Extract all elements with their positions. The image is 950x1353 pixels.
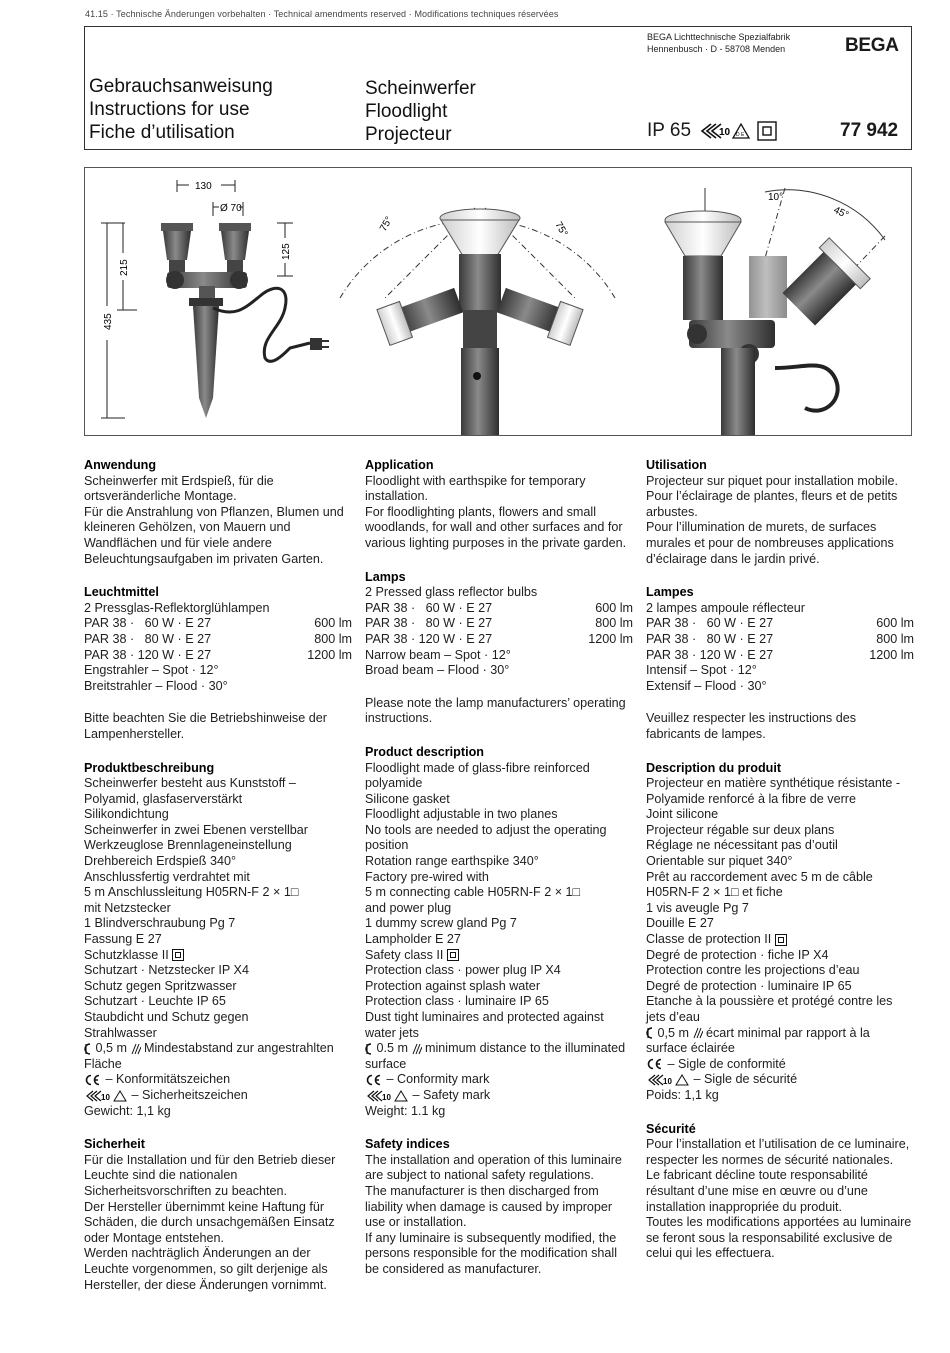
lamp-lumen: 800 lm	[876, 631, 914, 646]
lamp-row	[365, 632, 633, 648]
application-text: Projecteur sur piquet pour installation mobile. Pour l’éclairage de plantes, fleurs et de petits arbustes. Pour l’illumination de murets, de surfaces murales et pour de nombreuses applications d’éclairage dans le jardin privé.	[646, 473, 899, 566]
doc-title-en: Instructions for use	[89, 99, 250, 120]
lamp-type: PAR 38 · 120 W · E 27	[84, 647, 212, 662]
lamps-intro: 2 Pressglas-Reflektorglühlampen	[84, 600, 270, 615]
floodlight-front-view	[161, 223, 329, 418]
surface-hatch-icon	[693, 1027, 703, 1039]
class-ii-icon	[447, 949, 459, 961]
beam-spot: Engstrahler – Spot · 12°	[84, 663, 219, 678]
distance-value: 0,5 m	[657, 1025, 689, 1040]
product-title: Description du produit	[646, 760, 782, 775]
dim-125-label: 125	[281, 243, 292, 260]
beam-flood: Breitstrahler – Flood · 30°	[84, 678, 228, 693]
ce-line	[646, 1057, 914, 1073]
brand-logo: BEGA	[845, 35, 899, 56]
company-line-1: BEGA Lichttechnische Spezialfabrik	[647, 32, 791, 42]
lamp-lumen: 600 lm	[314, 616, 352, 631]
safety-section	[84, 1137, 352, 1293]
company-line-2: Hennenbusch · D - 58708 Menden	[647, 44, 786, 54]
class-label: Safety class II	[365, 947, 444, 962]
product-titles	[365, 77, 476, 146]
class-ii-icon	[757, 121, 777, 141]
lamp-row	[646, 616, 914, 632]
angle-left-label: 75°	[378, 214, 396, 234]
beam-flood: Extensif – Flood · 30°	[646, 678, 767, 693]
distance-icon	[365, 1043, 373, 1055]
lamp-lumen: 1200 lm	[588, 631, 633, 646]
product-text-b: Schutzart · Netzstecker IP X4 Schutz gegen Spritzwasser Schutzart · Leuchte IP 65 Staubdicht und Schutz gegen Strahlwasser	[84, 963, 249, 1040]
application-title: Anwendung	[84, 458, 157, 472]
product-text-b: Degré de protection · fiche IP X4 Protection contre les projections d’eau Degré de protection · luminaire IP 65 Etanche à la poussière et protégé contre les jets d’eau	[646, 947, 893, 1024]
dim-435-label: 435	[103, 313, 114, 330]
safety-text: Pour l’installation et l’utilisation de ce luminaire, respecter les normes de sécurité nationales. Le fabricant décline toute responsabilité résultant d’une mise en œuvre ou d’une installation inappropriée du produit. Toutes les modifications apportées au luminaire se feront sous la responsabilité exclusive de celui qui les effectuera.	[646, 1137, 912, 1261]
distance-line	[84, 1041, 352, 1072]
dim-215-label: 215	[119, 259, 130, 276]
safety-mark-icon	[646, 1074, 690, 1086]
weight: Weight: 1.1 kg	[365, 1103, 446, 1118]
lamp-type: PAR 38 · 60 W · E 27	[365, 600, 493, 615]
doc-titles	[89, 75, 273, 144]
lamp-type: PAR 38 · 120 W · E 27	[365, 631, 493, 646]
distance-icon	[84, 1043, 92, 1055]
application-title: Utilisation	[646, 458, 707, 472]
floodlight-side-view	[340, 208, 615, 435]
safety-text: Für die Installation und für den Betrieb dieser Leuchte sind die nationalen Sicherheitsvorschriften zu beachten. Der Hersteller übernimmt keine Haftung für Schäden, die durch unsachgemäßen Einsatz oder Montage entstehen. Werden nachträglich Änderungen an der Leuchte vorgenommen, so gilt derjenige als Hersteller, der diese Änderungen vornimmt.	[84, 1152, 336, 1292]
top-note: 41.15 · Technische Änderungen vorbehalten · Technical amendments reserved · Modifications techniques réservées	[85, 9, 559, 19]
safety-mark-text: – Sicherheitszeichen	[131, 1087, 248, 1102]
lamps-section	[646, 585, 914, 694]
safety-title: Sicherheit	[84, 1137, 145, 1152]
safety-title: Sécurité	[646, 1121, 696, 1136]
svg-text:D E: D E	[736, 132, 745, 138]
lamp-type: PAR 38 · 80 W · E 27	[84, 631, 212, 646]
weight: Poids: 1,1 kg	[646, 1087, 719, 1102]
doc-title-de: Gebrauchsanweisung	[89, 76, 273, 97]
lamp-note-section	[646, 711, 914, 742]
lamp-row	[646, 648, 914, 664]
ce-text: – Konformitätszeichen	[105, 1072, 231, 1087]
company-address	[647, 31, 790, 55]
lamp-type: PAR 38 · 120 W · E 27	[646, 647, 774, 662]
beam-spot: Intensif – Spot · 12°	[646, 663, 757, 678]
lamp-table	[84, 616, 352, 663]
svg-text:10: 10	[663, 1077, 672, 1087]
lamp-type: PAR 38 · 60 W · E 27	[646, 616, 774, 631]
lamps-title: Leuchtmittel	[84, 585, 159, 600]
lamps-section	[84, 585, 352, 694]
product-text-a: Scheinwerfer besteht aus Kunststoff – Polyamid, glasfaserverstärkt Silikondichtung Scheinwerfer in zwei Ebenen verstellbar Werkzeuglose Brennlageneinstellung Drehbereich Erdspieß 340° Anschlussfertig verdrahtet mit 5 m Anschlussleitung H05RN-F 2 × 1□ mit Netzstecker 1 Blindverschraubung Pg 7 Fassung E 27	[84, 776, 309, 947]
product-drawing	[84, 167, 912, 436]
lamp-type: PAR 38 · 80 W · E 27	[365, 616, 493, 631]
lamp-lumen: 1200 lm	[869, 647, 914, 662]
safety-mark-icon	[697, 121, 751, 141]
ip-rating-line	[647, 120, 777, 142]
product-section	[84, 761, 352, 1120]
product-text-a: Projecteur en matière synthétique résistante - Polyamide renforcé à la fibre de verre Joint silicone Projecteur régable sur deux plans Réglage ne nécessitant pas d’outil Orientable sur piquet 340° Prêt au raccordement avec 5 m de câble H05RN-F 2 × 1□ et fiche 1 vis aveugle Pg 7 Douille E 27	[646, 776, 901, 931]
ce-mark-icon	[84, 1074, 102, 1086]
lamp-lumen: 600 lm	[876, 616, 914, 631]
lamp-note-section	[365, 696, 633, 727]
safety-mark-line	[646, 1072, 914, 1088]
class-ii-icon	[172, 949, 184, 961]
class-ii-line	[365, 948, 633, 964]
class-label: Classe de protection II	[646, 932, 772, 947]
lamp-table	[646, 616, 914, 663]
lamp-row	[84, 632, 352, 648]
dim-70-label: Ø 70	[220, 203, 242, 214]
distance-text: écart minimal par rapport à la surface éclairée	[646, 1025, 870, 1056]
dim-130-label: 130	[195, 181, 212, 192]
lamp-lumen: 600 lm	[595, 600, 633, 615]
lamps-title: Lamps	[365, 569, 406, 584]
angle-10-label: 10°	[768, 192, 784, 203]
product-title-en: Floodlight	[365, 101, 448, 122]
ce-text: – Conformity mark	[386, 1072, 490, 1087]
lamp-note-section	[84, 711, 352, 742]
distance-line	[365, 1041, 633, 1072]
angle-right-label: 75°	[552, 220, 570, 239]
lamp-type: PAR 38 · 60 W · E 27	[84, 616, 212, 631]
application-section	[365, 458, 633, 552]
lamp-row	[84, 616, 352, 632]
distance-icon	[646, 1027, 654, 1039]
distance-value: 0,5 m	[95, 1041, 127, 1056]
application-title: Application	[365, 458, 434, 472]
safety-title: Safety indices	[365, 1137, 450, 1152]
lamps-intro: 2 Pressed glass reflector bulbs	[365, 585, 538, 600]
application-text: Scheinwerfer mit Erdspieß, für die ortsveränderliche Montage. Für die Anstrahlung von Pflanzen, Blumen und kleineren Gehölzen, von Mauern und Wandflächen und für viele andere Beleuchtungsaufgaben im privaten Garten.	[84, 473, 344, 566]
ce-line	[365, 1072, 633, 1088]
ce-mark-icon	[365, 1074, 383, 1086]
beam-spot: Narrow beam – Spot · 12°	[365, 647, 511, 662]
distance-value: 0.5 m	[376, 1041, 408, 1056]
class-ii-line	[646, 932, 914, 948]
svg-text:10: 10	[382, 1092, 391, 1102]
ip-rating: IP 65	[647, 120, 692, 141]
product-text-a: Floodlight made of glass-fibre reinforced polyamide Silicone gasket Floodlight adjustable in two planes No tools are needed to adjust the operating position Rotation range earthspike 340° Factory pre-wired with 5 m connecting cable H05RN-F 2 × 1□ and power plug 1 dummy screw gland Pg 7 Lampholder E 27	[365, 760, 607, 947]
article-number: 77 942	[840, 120, 899, 141]
svg-text:10: 10	[101, 1092, 110, 1102]
product-section	[646, 761, 914, 1104]
product-text-b: Protection class · power plug IP X4 Protection against splash water Protection class · luminaire IP 65 Dust tight luminaires and protected against water jets	[365, 963, 604, 1040]
safety-section	[646, 1122, 914, 1262]
ce-line	[84, 1072, 352, 1088]
safety-mark-text: – Sigle de sécurité	[693, 1072, 798, 1087]
lamps-title: Lampes	[646, 585, 694, 600]
class-label: Schutzklasse II	[84, 947, 169, 962]
angle-45-label: 45°	[831, 204, 851, 222]
lamp-note: Veuillez respecter les instructions des fabricants de lampes.	[646, 711, 856, 741]
weight: Gewicht: 1,1 kg	[84, 1103, 171, 1118]
floodlight-angle-view	[665, 188, 885, 435]
class-ii-icon	[775, 934, 787, 946]
language-column-0	[84, 458, 352, 1293]
safety-mark-text: – Safety mark	[412, 1087, 491, 1102]
distance-text: Mindestabstand zur angestrahlten Fläche	[84, 1041, 334, 1071]
product-title-fr: Projecteur	[365, 124, 452, 145]
ce-text: – Sigle de conformité	[667, 1056, 786, 1071]
class-ii-line	[84, 948, 352, 964]
safety-mark-line	[84, 1088, 352, 1104]
distance-line	[646, 1026, 914, 1057]
safety-mark-number: 10	[719, 127, 731, 138]
application-text: Floodlight with earthspike for temporary installation. For floodlighting plants, flowers and small woodlands, for wall and other surfaces and for various lighting purposes in the private garden.	[365, 473, 627, 550]
application-section	[84, 458, 352, 567]
ce-mark-icon	[646, 1058, 664, 1070]
product-title: Product description	[365, 744, 484, 759]
surface-hatch-icon	[131, 1043, 141, 1055]
lamp-note: Bitte beachten Sie die Betriebshinweise der Lampenhersteller.	[84, 711, 327, 741]
safety-mark-icon	[84, 1090, 128, 1102]
language-column-1	[365, 458, 633, 1278]
lamp-type: PAR 38 · 80 W · E 27	[646, 631, 774, 646]
product-title: Produktbeschreibung	[84, 760, 215, 775]
lamp-note: Please note the lamp manufacturers’ operating instructions.	[365, 695, 626, 726]
lamp-row	[365, 616, 633, 632]
beam-flood: Broad beam – Flood · 30°	[365, 663, 510, 678]
lamp-table	[365, 601, 633, 648]
lamp-lumen: 800 lm	[595, 616, 633, 631]
lamp-row	[84, 648, 352, 664]
safety-mark-icon	[365, 1090, 409, 1102]
safety-mark-line	[365, 1088, 633, 1104]
language-column-2	[646, 458, 914, 1262]
distance-text: minimum distance to the illuminated surface	[365, 1041, 626, 1071]
safety-section	[365, 1137, 633, 1277]
lamp-lumen: 1200 lm	[307, 647, 352, 662]
application-section	[646, 458, 914, 567]
lamp-row	[365, 601, 633, 617]
surface-hatch-icon	[412, 1043, 422, 1055]
doc-title-fr: Fiche d’utilisation	[89, 122, 235, 143]
lamps-intro: 2 lampes ampoule réflecteur	[646, 600, 805, 615]
lamp-lumen: 800 lm	[314, 631, 352, 646]
safety-text: The installation and operation of this luminaire are subject to national safety regulations. The manufacturer is then discharged from liability when damage is caused by improper use or installation. If any luminaire is subsequently modified, the persons responsible for the modification shall be considered as manufacturer.	[365, 1152, 622, 1276]
lamps-section	[365, 570, 633, 679]
lamp-row	[646, 632, 914, 648]
product-title-de: Scheinwerfer	[365, 78, 476, 99]
product-section	[365, 745, 633, 1119]
